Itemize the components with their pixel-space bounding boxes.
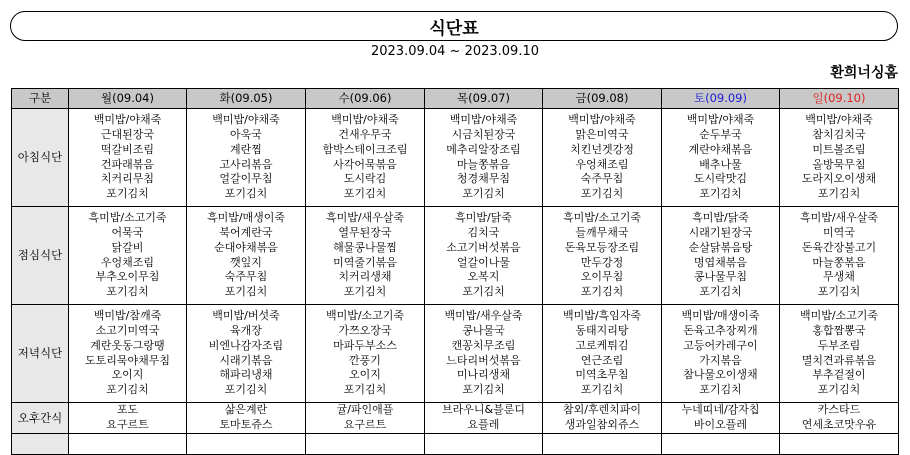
menu-item: 흑미밥/닭죽 xyxy=(455,210,512,224)
next-row-partial xyxy=(12,434,899,455)
partial-cell xyxy=(306,434,425,455)
menu-item: 우엉채조림 xyxy=(100,255,155,269)
menu-item: 참나물오이생채 xyxy=(683,368,758,382)
menu-item: 도시락맛김 xyxy=(693,172,748,186)
menu-item: 우엉채조림 xyxy=(575,157,629,171)
meal-cell xyxy=(306,109,425,207)
menu-item: 북어계란국 xyxy=(219,225,273,239)
meal-row-label: 오후간식 xyxy=(12,403,69,434)
menu-item: 깻잎지 xyxy=(230,255,262,269)
menu-item: 백미밥/버섯죽 xyxy=(212,308,280,322)
menu-item: 포기김치 xyxy=(699,285,742,299)
meal-cell xyxy=(425,207,543,305)
menu-item: 포기김치 xyxy=(580,285,624,299)
menu-item: 부추오이무침 xyxy=(95,270,160,284)
menu-item: 포도 xyxy=(116,403,139,417)
meal-row xyxy=(12,305,899,403)
meal-cell xyxy=(306,207,425,305)
menu-item: 연근조림 xyxy=(580,353,624,367)
meal-cell xyxy=(425,109,543,207)
menu-item: 도라지오이생채 xyxy=(801,172,877,186)
menu-item: 포기김치 xyxy=(106,187,149,201)
menu-item: 계란옷동그랑땡 xyxy=(90,338,165,352)
menu-item: 소고기버섯볶음 xyxy=(446,240,521,254)
meal-row xyxy=(12,109,899,207)
menu-item: 계란야채볶음 xyxy=(688,142,753,156)
menu-item: 요구르트 xyxy=(343,418,387,431)
menu-item: 포기김치 xyxy=(580,383,624,397)
page-title: 식단표 xyxy=(429,18,479,39)
menu-item: 멸치견과류볶음 xyxy=(801,353,877,367)
menu-item: 백미밥/소고기죽 xyxy=(799,308,879,322)
meal-schedule-body xyxy=(12,109,899,455)
menu-item: 백미밥/야채죽 xyxy=(212,112,280,126)
menu-item: 김치국 xyxy=(467,225,500,239)
menu-item: 치커리생채 xyxy=(338,270,392,284)
menu-item: 만두강정 xyxy=(580,255,624,269)
menu-item: 마파두부소스 xyxy=(333,338,397,352)
menu-item: 미역국 xyxy=(823,225,855,239)
menu-item: 생과일참외쥬스 xyxy=(564,418,640,431)
meal-cell xyxy=(69,305,187,403)
menu-item: 들깨무채국 xyxy=(575,225,629,239)
menu-item: 도토리묵야채무침 xyxy=(84,353,170,367)
menu-item: 포기김치 xyxy=(817,383,861,397)
menu-item: 흑미밥/매생이죽 xyxy=(206,210,286,224)
partial-cell xyxy=(543,434,662,455)
menu-item: 소고기미역국 xyxy=(95,323,160,337)
menu-item: 닭갈비 xyxy=(111,240,144,254)
meal-cell xyxy=(69,403,187,434)
partial-cell xyxy=(12,434,69,455)
menu-item: 바이오플레 xyxy=(693,418,748,431)
partial-cell xyxy=(780,434,899,455)
menu-item: 포기김치 xyxy=(224,383,268,397)
menu-item: 포기김치 xyxy=(462,187,505,201)
menu-item: 두부조림 xyxy=(817,338,861,352)
menu-item: 백미밥/흑임자죽 xyxy=(562,308,642,322)
meal-cell xyxy=(69,109,187,207)
day-header-tue: 화(09.05) xyxy=(187,89,306,109)
date-range: 2023.09.04 ~ 2023.09.10 xyxy=(370,44,540,59)
menu-item: 오이무침 xyxy=(580,270,624,284)
menu-item: 순대야채볶음 xyxy=(214,240,278,254)
meal-row-label: 아침식단 xyxy=(12,109,69,207)
menu-item: 해물콩나물찜 xyxy=(333,240,397,254)
partial-cell xyxy=(662,434,780,455)
menu-item: 흑미밥/닭죽 xyxy=(692,210,749,224)
day-header-wed: 수(09.06) xyxy=(306,89,425,109)
menu-item: 무생채 xyxy=(823,270,855,284)
menu-item: 포기김치 xyxy=(699,383,742,397)
menu-item: 배추나물 xyxy=(699,157,742,171)
menu-item: 포기김치 xyxy=(106,285,149,299)
menu-item: 백미밥/야채죽 xyxy=(331,112,399,126)
menu-item: 마늘쫑볶음 xyxy=(812,255,866,269)
menu-item: 포기김치 xyxy=(462,383,505,397)
menu-item: 포기김치 xyxy=(817,187,861,201)
menu-item: 미트볼조림 xyxy=(812,142,866,156)
meal-cell xyxy=(306,403,425,434)
menu-item: 요구르트 xyxy=(106,418,149,431)
menu-item: 돈육고추장찌개 xyxy=(683,323,758,337)
menu-item: 오이지 xyxy=(349,368,381,382)
menu-item: 포기김치 xyxy=(580,187,624,201)
menu-item: 포기김치 xyxy=(224,285,268,299)
meal-row xyxy=(12,207,899,305)
header-corner: 구분 xyxy=(12,89,69,109)
menu-item: 포기김치 xyxy=(817,285,861,299)
menu-item: 포기김치 xyxy=(462,285,505,299)
menu-item: 백미밥/야채죽 xyxy=(568,112,636,126)
menu-item: 고로케튀김 xyxy=(575,338,629,352)
menu-item: 육개장 xyxy=(230,323,262,337)
meal-cell xyxy=(543,109,662,207)
meal-cell xyxy=(780,109,899,207)
menu-item: 누네띠네/감자칩 xyxy=(681,403,760,417)
menu-item: 열무된장국 xyxy=(338,225,392,239)
page-title-box xyxy=(10,11,898,41)
menu-item: 고사리볶음 xyxy=(219,157,273,171)
menu-item: 숙주무침 xyxy=(580,172,624,186)
menu-item: 맑은미역국 xyxy=(575,127,629,141)
menu-item: 부추겉절이 xyxy=(812,368,866,382)
menu-item: 백미밥/야채죽 xyxy=(93,112,162,126)
menu-item: 근대된장국 xyxy=(100,127,155,141)
menu-item: 숙주무침 xyxy=(224,270,268,284)
partial-cell xyxy=(187,434,306,455)
menu-item: 흑미밥/새우살죽 xyxy=(799,210,879,224)
menu-item: 어묵국 xyxy=(111,225,144,239)
meal-cell xyxy=(187,403,306,434)
menu-item: 돈육모등장조림 xyxy=(564,240,640,254)
menu-item: 오이지 xyxy=(111,368,144,382)
menu-item: 메추리알장조림 xyxy=(446,142,521,156)
menu-item: 미역줄기볶음 xyxy=(333,255,397,269)
menu-item: 시금치된장국 xyxy=(451,127,516,141)
menu-item: 가지볶음 xyxy=(699,353,742,367)
meal-cell xyxy=(425,403,543,434)
menu-item: 포기김치 xyxy=(106,383,149,397)
menu-item: 치킨넌겟강정 xyxy=(570,142,634,156)
meal-cell xyxy=(543,305,662,403)
menu-item: 순두부국 xyxy=(699,127,742,141)
meal-cell xyxy=(662,207,780,305)
menu-item: 삶은계란 xyxy=(224,403,268,417)
meal-cell xyxy=(187,109,306,207)
menu-item: 콩나물무침 xyxy=(693,270,748,284)
menu-item: 시래기볶음 xyxy=(219,353,273,367)
menu-item: 미역초무침 xyxy=(575,368,629,382)
menu-item: 깐풍기 xyxy=(349,353,381,367)
menu-item: 백미밥/소고기죽 xyxy=(325,308,405,322)
menu-item: 비엔나감자조림 xyxy=(208,338,284,352)
menu-item: 도시락김 xyxy=(343,172,387,186)
menu-item: 치커리무침 xyxy=(100,172,155,186)
menu-item: 명엽채볶음 xyxy=(693,255,748,269)
menu-item: 함박스테이크조림 xyxy=(322,142,408,156)
menu-item: 얼갈이나물 xyxy=(456,255,511,269)
menu-item: 카스타드 xyxy=(817,403,861,417)
menu-item: 백미밥/야채죽 xyxy=(686,112,755,126)
day-header-sat: 토(09.09) xyxy=(662,89,780,109)
menu-item: 마늘쫑볶음 xyxy=(456,157,511,171)
menu-item: 토마토쥬스 xyxy=(219,418,273,431)
menu-item: 시래기된장국 xyxy=(688,225,753,239)
menu-item: 순살닭볶음탕 xyxy=(688,240,753,254)
menu-item: 참외/후렌치파이 xyxy=(562,403,642,417)
meal-cell xyxy=(543,403,662,434)
menu-item: 건파래볶음 xyxy=(100,157,155,171)
menu-item: 떡갈비조림 xyxy=(100,142,155,156)
day-header-mon: 월(09.04) xyxy=(69,89,187,109)
header-row xyxy=(12,89,899,109)
menu-item: 캔꽁치무조림 xyxy=(451,338,516,352)
menu-item: 포기김치 xyxy=(343,285,387,299)
menu-item: 콩나물국 xyxy=(462,323,505,337)
meal-cell xyxy=(306,305,425,403)
menu-item: 포기김치 xyxy=(343,383,387,397)
menu-item: 포기김치 xyxy=(343,187,387,201)
meal-schedule-table xyxy=(11,88,899,455)
menu-item: 가쯔오장국 xyxy=(338,323,392,337)
menu-item: 브라우니&블룬디 xyxy=(442,403,525,417)
menu-item: 아욱국 xyxy=(230,127,262,141)
meal-cell xyxy=(69,207,187,305)
menu-item: 흑미밥/새우살죽 xyxy=(325,210,405,224)
meal-cell xyxy=(662,109,780,207)
menu-item: 오복지 xyxy=(467,270,500,284)
menu-item: 느타리버섯볶음 xyxy=(446,353,521,367)
day-header-fri: 금(09.08) xyxy=(543,89,662,109)
menu-item: 청경채무침 xyxy=(456,172,511,186)
menu-item: 흑미밥/소고기죽 xyxy=(562,210,642,224)
menu-item: 요플레 xyxy=(467,418,500,431)
menu-item: 포기김치 xyxy=(699,187,742,201)
meal-cell xyxy=(780,305,899,403)
day-header-sun: 일(09.10) xyxy=(780,89,899,109)
meal-cell xyxy=(187,305,306,403)
menu-item: 귤/파인애플 xyxy=(336,403,394,417)
menu-item: 동태지리탕 xyxy=(575,323,629,337)
meal-cell xyxy=(662,305,780,403)
meal-row xyxy=(12,403,899,434)
meal-cell xyxy=(662,403,780,434)
menu-item: 참치김치국 xyxy=(812,127,866,141)
menu-item: 홍합짬뽕국 xyxy=(812,323,866,337)
menu-item: 얼갈이무침 xyxy=(219,172,273,186)
menu-item: 올방묵무침 xyxy=(812,157,866,171)
meal-row-label: 점심식단 xyxy=(12,207,69,305)
menu-item: 연세초코맛우유 xyxy=(801,418,877,431)
menu-item: 백미밥/참깨죽 xyxy=(93,308,162,322)
meal-cell xyxy=(425,305,543,403)
menu-item: 미나리생채 xyxy=(456,368,511,382)
meal-cell xyxy=(780,403,899,434)
facility-name: 환희너싱홈 xyxy=(830,65,898,81)
meal-cell xyxy=(780,207,899,305)
meal-cell xyxy=(543,207,662,305)
menu-item: 해파리냉채 xyxy=(219,368,273,382)
meal-row-label: 저녁식단 xyxy=(12,305,69,403)
day-header-thu: 목(09.07) xyxy=(425,89,543,109)
menu-item: 흑미밥/소고기죽 xyxy=(88,210,167,224)
menu-item: 사각어묵볶음 xyxy=(333,157,397,171)
menu-item: 돈육간장불고기 xyxy=(801,240,877,254)
menu-item: 계란찜 xyxy=(230,142,262,156)
partial-cell xyxy=(425,434,543,455)
menu-item: 백미밥/야채죽 xyxy=(805,112,873,126)
menu-item: 포기김치 xyxy=(224,187,268,201)
menu-item: 고등어카레구이 xyxy=(683,338,758,352)
meal-cell xyxy=(187,207,306,305)
menu-item: 백미밥/새우살죽 xyxy=(444,308,523,322)
menu-item: 백미밥/매생이죽 xyxy=(681,308,760,322)
menu-item: 건새우무국 xyxy=(338,127,392,141)
partial-cell xyxy=(69,434,187,455)
menu-item: 백미밥/야채죽 xyxy=(449,112,518,126)
